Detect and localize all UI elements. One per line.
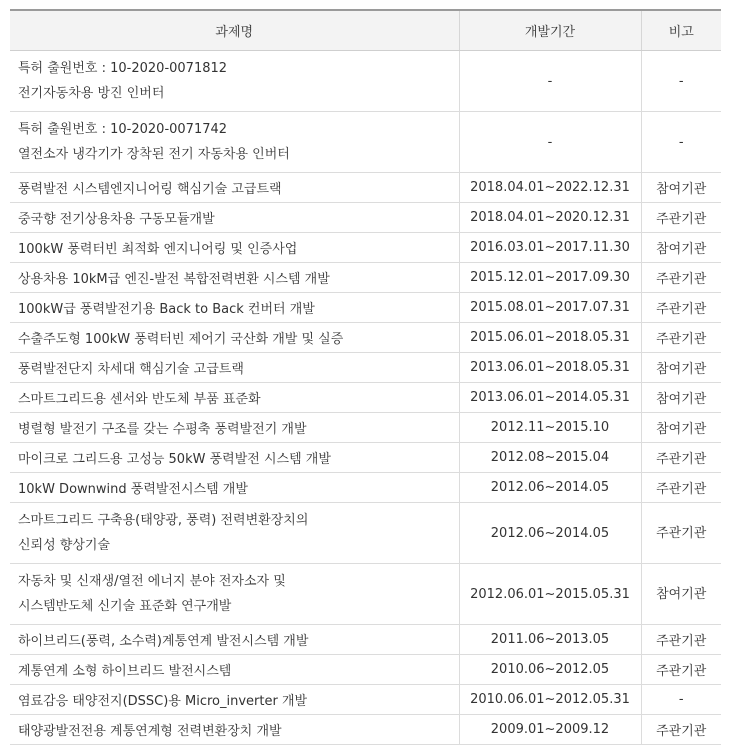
project-title-line: 특허 출원번호 : 10-2020-0071812: [18, 61, 228, 76]
project-title-cell: [10, 323, 459, 353]
table-row: [10, 564, 721, 625]
table-row: [10, 685, 721, 715]
note-cell: -: [641, 51, 721, 112]
project-title-line: 태양광발전전용 계통연계형 전력변환장치 개발: [18, 724, 282, 739]
project-title-line: 수출주도형 100kW 풍력터빈 제어기 국산화 개발 및 실증: [18, 332, 344, 347]
table-row: [10, 203, 721, 233]
note-cell: 참여기관: [641, 383, 721, 413]
project-title-cell: [10, 625, 459, 655]
development-period-cell: 2012.06~2014.05: [459, 473, 641, 503]
project-title-cell: [10, 503, 459, 564]
project-title-line: 풍력발전 시스템엔지니어링 핵심기술 고급트랙: [18, 182, 282, 197]
development-period-cell: 2018.04.01~2022.12.31: [459, 173, 641, 203]
project-title-cell: [10, 685, 459, 715]
header-period: 개발기간: [459, 10, 641, 51]
note-cell: 참여기관: [641, 564, 721, 625]
project-title-line: 하이브리드(풍력, 소수력)계통연계 발전시스템 개발: [18, 634, 309, 649]
project-title-cell: [10, 263, 459, 293]
note-cell: 참여기관: [641, 413, 721, 443]
table-row: [10, 173, 721, 203]
project-title-cell: [10, 353, 459, 383]
project-title-line: 전기자동차용 방진 인버터: [18, 86, 165, 101]
table-row: [10, 323, 721, 353]
note-cell: 주관기관: [641, 323, 721, 353]
development-period-cell: -: [459, 112, 641, 173]
project-title-line: 100kW 풍력터빈 최적화 엔지니어링 및 인증사업: [18, 242, 298, 257]
project-title-cell: [10, 473, 459, 503]
table-row: [10, 353, 721, 383]
project-title-line: 시스템반도체 신기술 표준화 연구개발: [18, 599, 232, 614]
table-row: [10, 293, 721, 323]
note-cell: 주관기관: [641, 263, 721, 293]
project-title-line: 특허 출원번호 : 10-2020-0071742: [18, 122, 228, 137]
development-period-cell: 2010.06~2012.05: [459, 655, 641, 685]
development-period-cell: 2012.11~2015.10: [459, 413, 641, 443]
project-title-line: 마이크로 그리드용 고성능 50kW 풍력발전 시스템 개발: [18, 452, 331, 467]
table-row: [10, 715, 721, 745]
note-cell: 주관기관: [641, 293, 721, 323]
project-title-line: 풍력발전단지 차세대 핵심기술 고급트랙: [18, 362, 244, 377]
table-row: [10, 655, 721, 685]
note-cell: 주관기관: [641, 443, 721, 473]
note-cell: 참여기관: [641, 353, 721, 383]
note-cell: -: [641, 685, 721, 715]
project-title-cell: [10, 173, 459, 203]
project-title-line: 신뢰성 향상기술: [18, 538, 111, 553]
project-title-cell: [10, 383, 459, 413]
development-period-cell: 2015.08.01~2017.07.31: [459, 293, 641, 323]
project-title-cell: [10, 233, 459, 263]
note-cell: 주관기관: [641, 715, 721, 745]
project-title-line: 100kW급 풍력발전기용 Back to Back 컨버터 개발: [18, 302, 315, 317]
project-title-cell: [10, 715, 459, 745]
note-cell: 주관기관: [641, 503, 721, 564]
development-period-cell: -: [459, 51, 641, 112]
note-cell: 주관기관: [641, 473, 721, 503]
project-title-line: 상용차용 10kM급 엔진-발전 복합전력변환 시스템 개발: [18, 272, 330, 287]
header-note: 비고: [641, 10, 721, 51]
note-cell: 주관기관: [641, 625, 721, 655]
table-row: [10, 233, 721, 263]
note-cell: 참여기관: [641, 173, 721, 203]
development-period-cell: 2012.06~2014.05: [459, 503, 641, 564]
development-period-cell: 2012.06.01~2015.05.31: [459, 564, 641, 625]
project-table: [10, 9, 721, 745]
development-period-cell: 2016.03.01~2017.11.30: [459, 233, 641, 263]
project-title-line: 열전소자 냉각기가 장착된 전기 자동차용 인버터: [18, 147, 290, 162]
development-period-cell: 2010.06.01~2012.05.31: [459, 685, 641, 715]
project-title-cell: [10, 655, 459, 685]
development-period-cell: 2015.12.01~2017.09.30: [459, 263, 641, 293]
project-title-cell: [10, 203, 459, 233]
project-title-line: 10kW Downwind 풍력발전시스템 개발: [18, 482, 248, 497]
project-title-cell: [10, 112, 459, 173]
project-title-cell: [10, 443, 459, 473]
development-period-cell: 2013.06.01~2014.05.31: [459, 383, 641, 413]
note-cell: 주관기관: [641, 203, 721, 233]
project-title-cell: [10, 413, 459, 443]
project-title-line: 스마트그리드 구축용(태양광, 풍력) 전력변환장치의: [18, 513, 309, 528]
project-title-cell: [10, 293, 459, 323]
table-body: [10, 51, 721, 745]
table-header-row: [10, 10, 721, 51]
project-title-line: 계통연계 소형 하이브리드 발전시스템: [18, 664, 232, 679]
project-title-cell: [10, 51, 459, 112]
development-period-cell: 2012.08~2015.04: [459, 443, 641, 473]
project-title-line: 중국향 전기상용차용 구동모듈개발: [18, 212, 215, 227]
development-period-cell: 2018.04.01~2020.12.31: [459, 203, 641, 233]
table-row: [10, 625, 721, 655]
table-row: [10, 473, 721, 503]
table-row: [10, 112, 721, 173]
development-period-cell: 2009.01~2009.12: [459, 715, 641, 745]
project-table-container: [10, 9, 721, 745]
table-row: [10, 503, 721, 564]
project-title-line: 자동차 및 신재생/열전 에너지 분야 전자소자 및: [18, 574, 286, 589]
development-period-cell: 2013.06.01~2018.05.31: [459, 353, 641, 383]
note-cell: 참여기관: [641, 233, 721, 263]
table-row: [10, 51, 721, 112]
project-title-line: 병렬형 발전기 구조를 갖는 수평축 풍력발전기 개발: [18, 422, 307, 437]
development-period-cell: 2011.06~2013.05: [459, 625, 641, 655]
project-title-line: 염료감응 태양전지(DSSC)용 Micro_inverter 개발: [18, 694, 308, 709]
development-period-cell: 2015.06.01~2018.05.31: [459, 323, 641, 353]
header-title: 과제명: [10, 10, 459, 51]
table-row: [10, 413, 721, 443]
table-row: [10, 443, 721, 473]
table-row: [10, 263, 721, 293]
table-row: [10, 383, 721, 413]
note-cell: 주관기관: [641, 655, 721, 685]
note-cell: -: [641, 112, 721, 173]
project-title-line: 스마트그리드용 센서와 반도체 부품 표준화: [18, 392, 261, 407]
project-title-cell: [10, 564, 459, 625]
